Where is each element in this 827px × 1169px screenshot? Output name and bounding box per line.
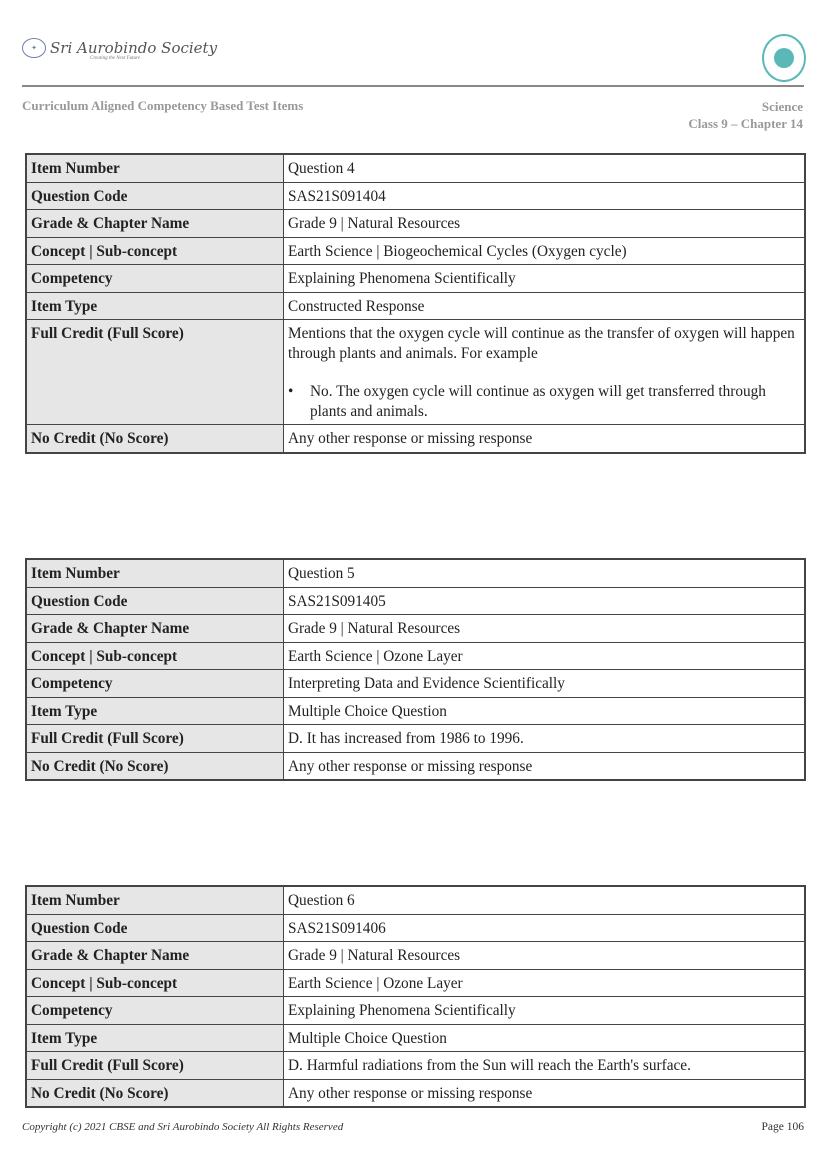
table-row <box>26 1052 805 1080</box>
page-number: Page 106 <box>761 1121 804 1133</box>
row-label: Question Code <box>26 914 284 942</box>
document-title: Curriculum Aligned Competency Based Test Items <box>22 98 304 113</box>
table-row <box>26 615 805 643</box>
society-emblem-icon: ✦ <box>22 38 46 58</box>
class-chapter: Class 9 – Chapter 14 <box>688 116 803 131</box>
row-label: Item Type <box>26 1024 284 1052</box>
value-text: Explaining Phenomena Scientifically <box>288 270 516 287</box>
value-text: Question 5 <box>288 565 355 582</box>
value-text: Multiple Choice Question <box>288 702 447 720</box>
bullet-text: No. The oxygen cycle will continue as oxygen will get transferred through plants and animals. <box>310 383 766 420</box>
value-text: Earth Science | Biogeochemical Cycles (Oxygen cycle) <box>288 242 627 260</box>
row-value <box>284 559 806 587</box>
value-text: Interpreting Data and Evidence Scientifically <box>288 675 565 692</box>
value-text: Earth Science | Ozone Layer <box>288 974 463 992</box>
table-row <box>26 237 805 265</box>
value-text: D. Harmful radiations from the Sun will reach the Earth's surface. <box>288 1057 691 1074</box>
table-row <box>26 969 805 997</box>
row-value <box>284 320 806 425</box>
value-text: Explaining Phenomena Scientifically <box>288 1002 516 1019</box>
row-value <box>284 752 806 780</box>
cbse-seal-icon <box>762 34 806 82</box>
row-label: Grade & Chapter Name <box>26 210 284 238</box>
row-value <box>284 154 806 182</box>
table-row <box>26 997 805 1025</box>
subject: Science <box>761 99 803 114</box>
row-label: Question Code <box>26 587 284 615</box>
row-value <box>284 969 806 997</box>
item-table <box>25 885 806 1108</box>
row-label: Full Credit (Full Score) <box>26 320 284 425</box>
table-row <box>26 210 805 238</box>
row-label: Grade & Chapter Name <box>26 942 284 970</box>
row-label: Concept | Sub-concept <box>26 642 284 670</box>
value-text: SAS21S091404 <box>288 187 386 205</box>
row-value <box>284 697 806 725</box>
row-value <box>284 425 806 453</box>
row-value <box>284 1052 806 1080</box>
row-value <box>284 886 806 914</box>
row-value <box>284 615 806 643</box>
row-label: Item Number <box>26 154 284 182</box>
row-label: Concept | Sub-concept <box>26 237 284 265</box>
table-row <box>26 642 805 670</box>
table-row <box>26 752 805 780</box>
row-label: No Credit (No Score) <box>26 1079 284 1107</box>
table-row <box>26 1079 805 1107</box>
row-value <box>284 670 806 698</box>
value-text: Constructed Response <box>288 297 425 315</box>
row-label: Full Credit (Full Score) <box>26 725 284 753</box>
value-text: Any other response or missing response <box>288 757 533 775</box>
table-row <box>26 725 805 753</box>
row-label: Question Code <box>26 182 284 210</box>
table-row <box>26 182 805 210</box>
value-text: Any other response or missing response <box>288 430 533 447</box>
row-label: Competency <box>26 997 284 1025</box>
item-table <box>25 558 806 781</box>
table-row <box>26 425 805 453</box>
table-row <box>26 320 805 425</box>
row-value <box>284 997 806 1025</box>
value-text: Grade 9 | Natural Resources <box>288 215 461 232</box>
value-text: D. It has increased from 1986 to 1996. <box>288 730 524 747</box>
header-divider <box>22 85 804 87</box>
item-table <box>25 153 806 454</box>
table-row <box>26 154 805 182</box>
table-row <box>26 670 805 698</box>
row-value <box>284 237 806 265</box>
value-text: Question 4 <box>288 160 355 177</box>
row-value <box>284 292 806 320</box>
sri-aurobindo-society-logo <box>22 38 218 61</box>
row-value <box>284 587 806 615</box>
table-row <box>26 292 805 320</box>
value-text: Mentions that the oxygen cycle will continue as the transfer of oxygen will happen through plants and animals. For example <box>288 325 795 362</box>
copyright: Copyright (c) 2021 CBSE and Sri Aurobindo Society All Rights Reserved <box>22 1121 344 1133</box>
row-value <box>284 942 806 970</box>
table-row <box>26 914 805 942</box>
table-row <box>26 886 805 914</box>
row-value <box>284 725 806 753</box>
value-text: Any other response or missing response <box>288 1084 533 1102</box>
bullet-icon: • <box>288 383 294 400</box>
row-value <box>284 1024 806 1052</box>
row-value <box>284 182 806 210</box>
table-row <box>26 559 805 587</box>
row-label: Item Type <box>26 292 284 320</box>
row-label: Item Type <box>26 697 284 725</box>
value-text: Earth Science | Ozone Layer <box>288 647 463 665</box>
row-label: Item Number <box>26 559 284 587</box>
value-text: SAS21S091406 <box>288 919 386 937</box>
value-text: Multiple Choice Question <box>288 1029 447 1047</box>
table-row <box>26 942 805 970</box>
table-row <box>26 1024 805 1052</box>
row-label: Concept | Sub-concept <box>26 969 284 997</box>
value-text: Question 6 <box>288 892 355 909</box>
row-value <box>284 914 806 942</box>
row-label: Competency <box>26 670 284 698</box>
row-label: Item Number <box>26 886 284 914</box>
value-text: Grade 9 | Natural Resources <box>288 947 461 964</box>
row-label: Grade & Chapter Name <box>26 615 284 643</box>
subject-info <box>688 98 803 132</box>
value-text: SAS21S091405 <box>288 592 386 610</box>
table-row <box>26 697 805 725</box>
bullet-item <box>288 382 800 421</box>
row-value <box>284 1079 806 1107</box>
row-value <box>284 265 806 293</box>
logo-text: Sri Aurobindo Society <box>50 39 218 57</box>
table-row <box>26 587 805 615</box>
table-row <box>26 265 805 293</box>
row-label: Full Credit (Full Score) <box>26 1052 284 1080</box>
row-label: Competency <box>26 265 284 293</box>
row-value <box>284 642 806 670</box>
value-text: Grade 9 | Natural Resources <box>288 620 461 637</box>
row-label: No Credit (No Score) <box>26 425 284 453</box>
row-label: No Credit (No Score) <box>26 752 284 780</box>
row-value <box>284 210 806 238</box>
logo-tagline: Creating the Next Future <box>90 56 141 61</box>
